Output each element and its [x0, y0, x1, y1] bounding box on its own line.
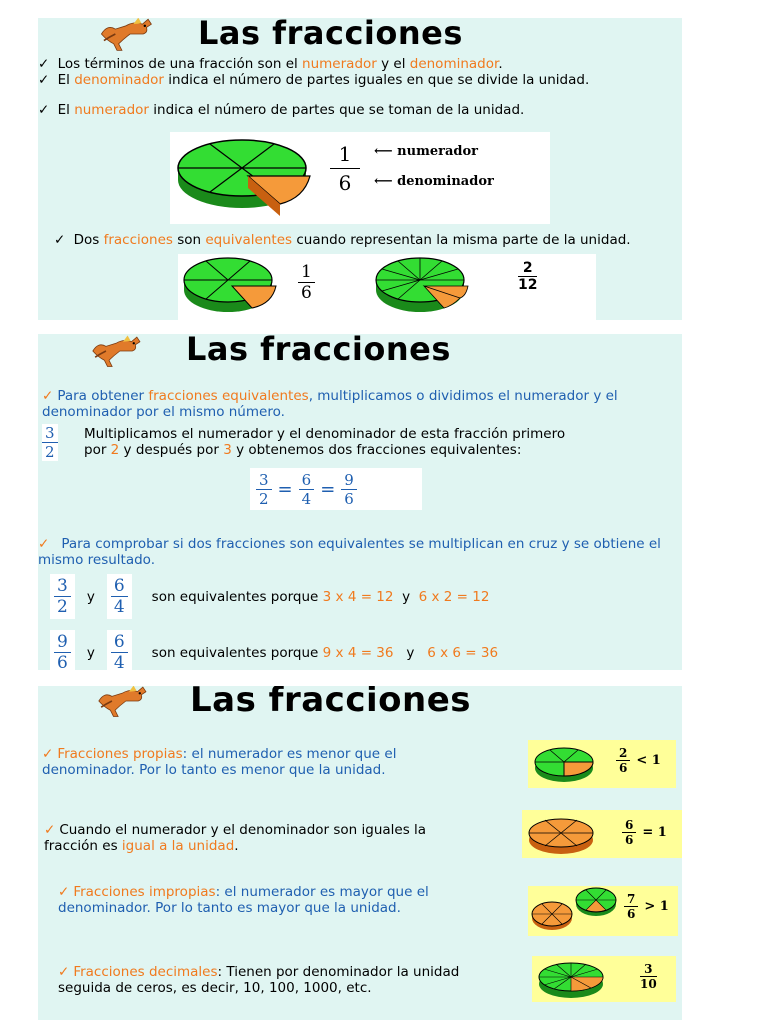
cross-check-row	[50, 574, 489, 619]
row-fraction: $\frac{9}{6}$	[50, 630, 75, 670]
pie-chart-icon	[536, 958, 606, 1000]
checkmark-icon: ✓	[58, 964, 70, 980]
pie-chart-icon	[372, 256, 472, 318]
fraction-2-12: $\frac{2}{12}$	[518, 260, 538, 293]
fracciones-propias: ✓ Fracciones propias: el numerador es menor que el denominador. Por lo tanto es menor que la unidad.	[42, 746, 397, 778]
panel-title: Las fracciones	[186, 334, 451, 368]
rule-obtain-equivalent: ✓ Para obtener fracciones equivalentes, multiplicamos o dividimos el numerador y el denominador por el mismo número.	[42, 388, 618, 420]
example-explanation: Multiplicamos el numerador y el denominador de esta fracción primero por 2 y después por 3 y obtenemos dos fracciones equivalentes:	[84, 426, 566, 458]
fraction-1-6-small: $\frac{1}{6}$	[298, 262, 315, 303]
bullet-equivalent: ✓ Dos fracciones son equivalentes cuando representan la misma parte de la unidad.	[54, 232, 631, 248]
fraction-terms-figure	[170, 132, 550, 224]
igual-relation: $\frac{6}{6}$ = 1	[622, 818, 667, 847]
decimales-figure	[532, 956, 676, 1002]
mascot-icon	[82, 686, 162, 718]
panel-title: Las fracciones	[198, 18, 463, 52]
propias-relation: $\frac{2}{6}$ < 1	[616, 746, 661, 775]
equals-sign: =	[277, 479, 293, 500]
and-word: y	[86, 644, 95, 661]
equivalent-figure	[178, 254, 596, 320]
arrow-left-icon: ⟵	[374, 174, 393, 189]
mascot-icon	[86, 18, 166, 52]
row-fraction: $\frac{6}{4}$	[107, 574, 132, 619]
rule-cross-multiply: ✓ Para comprobar si dos fracciones son equivalentes se multiplican en cruz y se obtiene el mismo resultado.	[38, 536, 661, 568]
panel-fraction-terms	[38, 18, 682, 320]
checkmark-icon: ✓	[42, 746, 54, 762]
propias-figure	[528, 740, 676, 788]
pie-chart-icon	[526, 814, 596, 856]
chain-fraction: $\frac{3}{2}$	[256, 471, 272, 508]
pie-chart-icon	[530, 900, 574, 932]
panel-title: Las fracciones	[190, 686, 472, 720]
chain-fraction: $\frac{6}{4}$	[299, 471, 315, 508]
equivalence-chain	[250, 468, 422, 510]
checkmark-icon: ✓	[54, 232, 66, 248]
decimales-fraction: $\frac{3}{10}$	[640, 962, 657, 991]
impropias-figure	[528, 886, 678, 936]
row-explanation: son equivalentes porque 9 x 4 = 36 y 6 x 6 = 36	[151, 644, 499, 661]
bullet-numerator: ✓ El numerador indica el número de partes que se toman de la unidad.	[38, 102, 525, 118]
igual-figure	[522, 810, 682, 858]
panel-fraction-types	[38, 686, 682, 1020]
row-explanation: son equivalentes porque 3 x 4 = 12 y 6 x 2 = 12	[151, 588, 490, 605]
pie-chart-icon	[174, 138, 314, 218]
pie-chart-icon	[180, 256, 280, 318]
panel-equivalent-fractions	[38, 334, 682, 670]
label-numerador: ⟵ numerador	[374, 144, 478, 159]
row-fraction: $\frac{6}{4}$	[107, 630, 132, 670]
bullet-denominator: ✓ El denominador indica el número de partes iguales en que se divide la unidad.	[38, 72, 590, 88]
example-fraction: $\frac{3}{2}$	[42, 424, 58, 461]
checkmark-icon: ✓	[44, 822, 56, 838]
fracciones-igual-unidad: ✓ Cuando el numerador y el denominador son iguales la fracción es igual a la unidad.	[44, 822, 427, 854]
equals-sign: =	[320, 479, 336, 500]
pie-chart-icon	[574, 886, 618, 918]
chain-fraction: $\frac{9}{6}$	[341, 471, 357, 508]
row-fraction: $\frac{3}{2}$	[50, 574, 75, 619]
pie-chart-icon	[532, 744, 596, 784]
impropias-relation: $\frac{7}{6}$ > 1	[624, 892, 669, 921]
checkmark-icon: ✓	[38, 102, 50, 118]
arrow-left-icon: ⟵	[374, 144, 393, 159]
label-denominador: ⟵ denominador	[374, 174, 494, 189]
fracciones-impropias: ✓ Fracciones impropias: el numerador es mayor que el denominador. Por lo tanto es mayor que la unidad.	[58, 884, 429, 916]
cross-check-row	[50, 630, 498, 670]
checkmark-icon: ✓	[38, 536, 50, 552]
and-word: y	[86, 588, 95, 605]
mascot-icon	[76, 334, 156, 368]
checkmark-icon: ✓	[42, 388, 54, 404]
checkmark-icon: ✓	[38, 56, 50, 72]
fracciones-decimales: ✓ Fracciones decimales: Tienen por denominador la unidad seguida de ceros, es decir, 10, 100, 1000, etc.	[58, 964, 460, 996]
checkmark-icon: ✓	[58, 884, 70, 900]
fraction-1-6: 1 6	[330, 142, 360, 195]
checkmark-icon: ✓	[38, 72, 50, 88]
bullet-terms: ✓ Los términos de una fracción son el numerador y el denominador.	[38, 56, 503, 72]
